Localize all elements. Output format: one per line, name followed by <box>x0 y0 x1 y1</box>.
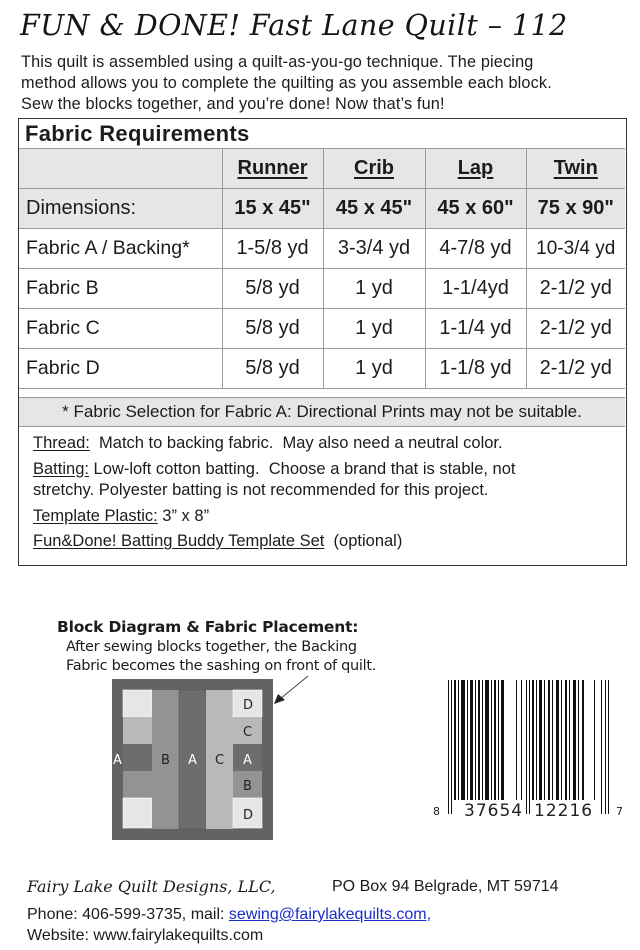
cell-value: 45 x 45" <box>323 189 425 229</box>
note-batting: Batting: Low-loft cotton batting. Choose a brand that is stable, not stretchy. Polyester batting is not recommended for this project. <box>33 459 516 499</box>
block-diagram-title: Block Diagram & Fabric Placement: <box>57 618 359 636</box>
email-link[interactable]: sewing@fairylakequilts.com, <box>228 906 432 923</box>
cell-value: 1-1/4 yd <box>425 309 526 349</box>
fabric-requirements-box <box>18 118 627 566</box>
cell-value: 15 x 45" <box>222 189 323 229</box>
column-header-lap: Lap <box>425 149 526 189</box>
cell-value: 2-1/2 yd <box>526 309 625 349</box>
cell-value: 10-3/4 yd <box>526 229 625 269</box>
intro-line: Sew the blocks together, and you’re done! Now that’s fun! <box>21 95 445 113</box>
svg-text:B: B <box>161 753 170 768</box>
pointer-arrow-icon <box>270 670 315 710</box>
table-row-fabric-a <box>19 229 625 269</box>
note-label: Fun&Done! Batting Buddy Template Set <box>33 532 325 550</box>
svg-text:C: C <box>243 725 253 740</box>
cell-value: 1-1/4yd <box>425 269 526 309</box>
phone-text: Phone: 406-599-3735, mail: <box>27 906 229 923</box>
fabric-a-footnote: * Fabric Selection for Fabric A: Directional Prints may not be suitable. <box>19 398 625 427</box>
intro-line: method allows you to complete the quilting as you assemble each block. <box>21 74 552 92</box>
upc-barcode <box>430 678 630 820</box>
cell-value: 3-3/4 yd <box>323 229 425 269</box>
svg-text:7: 7 <box>616 805 623 818</box>
cell-value: 2-1/2 yd <box>526 349 625 389</box>
block-diagram-caption: After sewing blocks together, the Backing Fabric becomes the sashing on front of quilt. <box>66 639 377 674</box>
website-text: Website: www.fairylakequilts.com <box>27 927 264 944</box>
svg-text:37654: 37654 <box>464 801 524 820</box>
note-label: Thread: <box>33 434 90 452</box>
cell-value: 1 yd <box>323 269 425 309</box>
svg-text:D: D <box>243 808 254 823</box>
row-label: Dimensions: <box>19 189 222 229</box>
company-address: PO Box 94 Belgrade, MT 59714 <box>332 878 559 895</box>
fabric-requirements-title: Fabric Requirements <box>25 121 250 146</box>
cell-value: 2-1/2 yd <box>526 269 625 309</box>
cell-value: 75 x 90" <box>526 189 625 229</box>
cell-value: 5/8 yd <box>222 309 323 349</box>
column-header-crib: Crib <box>323 149 425 189</box>
column-header-twin: Twin <box>526 149 625 189</box>
table-row-fabric-b <box>19 269 625 309</box>
cell-value: 5/8 yd <box>222 269 323 309</box>
row-label: Fabric C <box>19 309 222 349</box>
header-blank <box>19 149 222 189</box>
svg-text:A: A <box>243 753 252 768</box>
intro-line: This quilt is assembled using a quilt-as-you-go technique. The piecing <box>21 53 534 71</box>
label-a-left: A <box>113 753 122 768</box>
cell-value: 1 yd <box>323 309 425 349</box>
cell-value: 1 yd <box>323 349 425 389</box>
row-label: Fabric D <box>19 349 222 389</box>
table-row-dimensions <box>19 189 625 229</box>
row-label: Fabric B <box>19 269 222 309</box>
supply-notes <box>33 433 623 557</box>
contact-info <box>27 904 431 946</box>
table-row-fabric-c <box>19 309 625 349</box>
note-label: Template Plastic: <box>33 506 158 525</box>
note-batting-buddy: Fun&Done! Batting Buddy Template Set (optional) <box>33 532 403 550</box>
cell-value: 1-5/8 yd <box>222 229 323 269</box>
cell-value: 45 x 60" <box>425 189 526 229</box>
fabric-requirements-table <box>19 148 625 389</box>
svg-text:8: 8 <box>433 805 440 818</box>
block-diagram <box>112 679 273 840</box>
cell-value: 4-7/8 yd <box>425 229 526 269</box>
cell-value: 5/8 yd <box>222 349 323 389</box>
svg-text:12216: 12216 <box>534 801 594 820</box>
row-label: Fabric A / Backing* <box>19 229 222 269</box>
note-template-plastic: Template Plastic: 3” x 8” <box>33 506 210 525</box>
company-name: Fairy Lake Quilt Designs, LLC, <box>27 877 276 896</box>
column-header-runner: Runner <box>222 149 323 189</box>
intro-paragraph <box>21 52 633 115</box>
svg-text:D: D <box>243 698 254 713</box>
table-row-fabric-d <box>19 349 625 389</box>
note-thread: Thread: Match to backing fabric. May also need a neutral color. <box>33 434 503 452</box>
table-spacer <box>19 389 625 398</box>
note-label: Batting: <box>33 459 89 478</box>
table-header-row <box>19 149 625 189</box>
svg-text:A: A <box>188 753 197 768</box>
svg-text:C: C <box>215 753 225 768</box>
svg-text:B: B <box>243 779 252 794</box>
pattern-title: FUN & DONE! Fast Lane Quilt – 112 <box>20 8 568 42</box>
cell-value: 1-1/8 yd <box>425 349 526 389</box>
